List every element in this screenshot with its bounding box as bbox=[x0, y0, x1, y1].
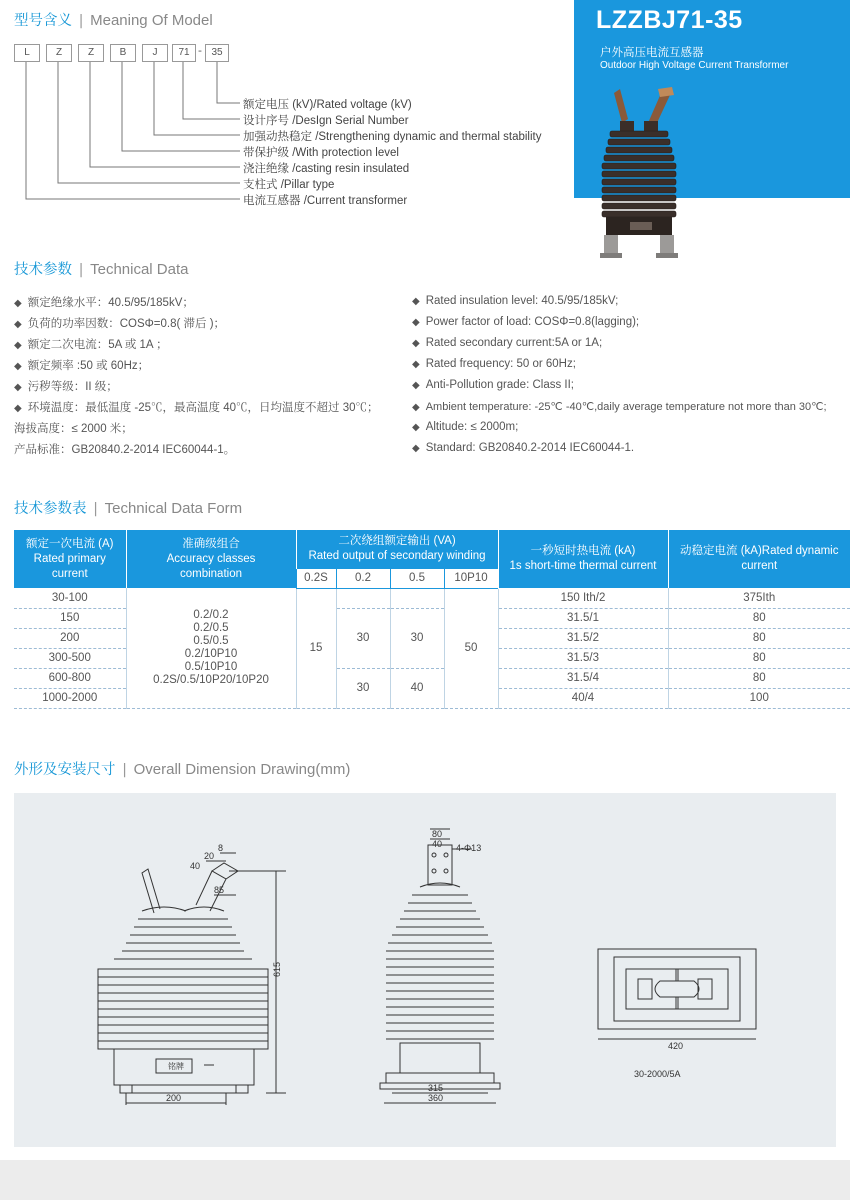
bullet-icon: ◆ bbox=[14, 382, 22, 393]
tech-left-5: ◆ 污秽等级：II 级； bbox=[14, 381, 118, 393]
code-dash: - bbox=[198, 44, 202, 57]
th-accuracy: 准确级组合 Accuracy classes combination bbox=[126, 530, 296, 588]
bullet-icon: ◆ bbox=[412, 338, 420, 349]
tech-left-2: ◆ 负荷的功率因数：COSΦ=0.8( 滞后 )； bbox=[14, 318, 226, 330]
tech-title-en: Technical Data bbox=[90, 261, 189, 278]
product-name-cn: 户外高压电流互感器 bbox=[600, 45, 704, 59]
tech-right-7: ◆ Altitude: ≤ 2000m; bbox=[412, 421, 519, 433]
code-box-1: L bbox=[14, 44, 40, 62]
table-title-en: Technical Data Form bbox=[104, 500, 243, 517]
bullet-icon: ◆ bbox=[412, 402, 420, 413]
legend-pillar-type: 支柱式 /Pillar type bbox=[243, 179, 335, 191]
code-box-7: 35 bbox=[205, 44, 229, 62]
bottom-view bbox=[598, 949, 756, 1039]
dim-20: 20 bbox=[204, 851, 215, 861]
model-title-cn: 型号含义 bbox=[14, 13, 72, 29]
th-thermal: 一秒短时热电流 (kA) 1s short-time thermal current bbox=[498, 530, 668, 588]
dim-200: 200 bbox=[166, 1093, 182, 1103]
model-section-title: 型号含义 | Meaning Of Model bbox=[14, 12, 213, 29]
bullet-icon: ◆ bbox=[14, 298, 22, 309]
table-section-title: 技术参数表 | Technical Data Form bbox=[14, 500, 243, 517]
drawing-section-title: 外形及安装尺寸 | Overall Dimension Drawing(mm) bbox=[14, 761, 351, 778]
table-row: 30-100 0.2/0.2 0.2/0.5 0.5/0.5 0.2/10P10 0.5/10P10 0.2S/0.5/10P20/10P20 15 50 150 Ith/2 375Ith bbox=[14, 588, 850, 608]
technical-data-table bbox=[14, 530, 850, 709]
dim-420: 420 bbox=[668, 1041, 684, 1051]
drawing-title-cn: 外形及安装尺寸 bbox=[14, 762, 116, 778]
tech-right-1: ◆ Rated insulation level: 40.5/95/185kV; bbox=[412, 295, 619, 307]
tech-left-6: ◆ 环境温度：最低温度 -25℃，最高温度 40℃，日均温度不超过 30℃； bbox=[14, 402, 379, 414]
bullet-icon: ◆ bbox=[412, 296, 420, 307]
tech-right-6: ◆ Ambient temperature: -25℃ -40℃,daily average temperature not more than 30℃; bbox=[412, 401, 827, 413]
model-bracket-lines bbox=[0, 0, 250, 210]
th-rated-output: 二次绕组额定输出 (VA) Rated output of secondary winding bbox=[296, 530, 498, 568]
tech-right-8: ◆ Standard: GB20840.2-2014 IEC60044-1. bbox=[412, 442, 635, 454]
dim-side-40: 40 bbox=[432, 839, 443, 849]
page-footer bbox=[0, 1160, 850, 1200]
product-photo bbox=[590, 85, 690, 265]
dim-615: 615 bbox=[272, 961, 282, 977]
tech-left-7: 海拔高度：≤ 2000 米； bbox=[14, 423, 133, 435]
th-primary-current: 额定一次电流 (A) Rated primary current bbox=[14, 530, 126, 588]
bullet-icon: ◆ bbox=[412, 380, 420, 391]
holes-label: 4-Φ13 bbox=[456, 843, 482, 853]
code-box-5: J bbox=[142, 44, 168, 62]
legend-casting-resin: 浇注绝缘 /casting resin insulated bbox=[243, 163, 410, 175]
code-box-3: Z bbox=[78, 44, 104, 62]
bullet-icon: ◆ bbox=[412, 317, 420, 328]
bullet-icon: ◆ bbox=[412, 422, 420, 433]
legend-protection: 带保护级 /With protection level bbox=[243, 147, 399, 159]
model-title-en: Meaning Of Model bbox=[90, 12, 213, 29]
table-row: 1000-2000 40/4 100 bbox=[14, 688, 850, 708]
code-box-4: B bbox=[110, 44, 136, 62]
bullet-icon: ◆ bbox=[14, 361, 22, 372]
legend-strengthening: 加强动热稳定 /Strengthening dynamic and thermal stability bbox=[243, 131, 542, 143]
bullet-icon: ◆ bbox=[412, 443, 420, 454]
side-view bbox=[380, 829, 500, 1103]
tech-right-3: ◆ Rated secondary current:5A or 1A; bbox=[412, 337, 603, 349]
dim-360: 360 bbox=[428, 1093, 444, 1103]
tech-left-3: ◆ 额定二次电流：5A 或 1A ； bbox=[14, 339, 168, 351]
tech-section-title: 技术参数 | Technical Data bbox=[14, 261, 189, 278]
th-out-10p10: 10P10 bbox=[444, 568, 498, 588]
dim-8: 8 bbox=[218, 843, 224, 853]
code-box-6: 71 bbox=[172, 44, 196, 62]
tech-left-1: ◆ 额定绝缘水平：40.5/95/185kV； bbox=[14, 297, 194, 309]
table-row: 300-500 31.5/3 80 bbox=[14, 648, 850, 668]
bullet-icon: ◆ bbox=[412, 359, 420, 370]
code-box-2: Z bbox=[46, 44, 72, 62]
tech-left-4: ◆ 额定频率 :50 或 60Hz； bbox=[14, 360, 150, 372]
dim-80: 80 bbox=[432, 829, 443, 839]
dim-315: 315 bbox=[428, 1083, 444, 1093]
th-out-05: 0.5 bbox=[390, 568, 444, 588]
legend-rated-voltage: 额定电压 (kV)/Rated voltage (kV) bbox=[243, 99, 412, 111]
bullet-icon: ◆ bbox=[14, 340, 22, 351]
tech-right-4: ◆ Rated frequency: 50 or 60Hz; bbox=[412, 358, 576, 370]
table-row: 150 30 30 31.5/1 80 bbox=[14, 608, 850, 628]
product-name-en: Outdoor High Voltage Current Transformer bbox=[600, 60, 789, 71]
th-out-02s: 0.2S bbox=[296, 568, 336, 588]
tech-title-cn: 技术参数 bbox=[14, 262, 72, 278]
bullet-icon: ◆ bbox=[14, 403, 22, 414]
drawing-title-en: Overall Dimension Drawing(mm) bbox=[133, 761, 351, 778]
th-out-02: 0.2 bbox=[336, 568, 390, 588]
bottom-caption: 30-2000/5A bbox=[634, 1069, 681, 1079]
tech-left-8: 产品标准：GB20840.2-2014 IEC60044-1。 bbox=[14, 444, 236, 456]
dim-85: 85 bbox=[214, 885, 225, 895]
dimension-drawing bbox=[14, 793, 836, 1147]
nameplate-label: 铭牌 bbox=[168, 1062, 184, 1071]
front-view bbox=[98, 853, 286, 1105]
legend-design-serial: 设计序号 /DesIgn Serial Number bbox=[243, 115, 409, 127]
table-row: 600-800 30 40 31.5/4 80 bbox=[14, 668, 850, 688]
dim-40: 40 bbox=[190, 861, 201, 871]
th-dynamic: 动稳定电流 (kA)Rated dynamic current bbox=[668, 530, 850, 588]
legend-current-transformer: 电流互感器 /Current transformer bbox=[243, 195, 408, 207]
bullet-icon: ◆ bbox=[14, 319, 22, 330]
accuracy-cell: 0.2/0.2 0.2/0.5 0.5/0.5 0.2/10P10 0.5/10P10 0.2S/0.5/10P20/10P20 bbox=[126, 588, 296, 708]
table-title-cn: 技术参数表 bbox=[14, 501, 87, 517]
tech-right-2: ◆ Power factor of load: COSΦ=0.8(lagging); bbox=[412, 316, 640, 328]
tech-right-5: ◆ Anti-Pollution grade: Class II; bbox=[412, 379, 574, 391]
table-row: 200 31.5/2 80 bbox=[14, 628, 850, 648]
product-model: LZZBJ71-35 bbox=[596, 6, 743, 34]
